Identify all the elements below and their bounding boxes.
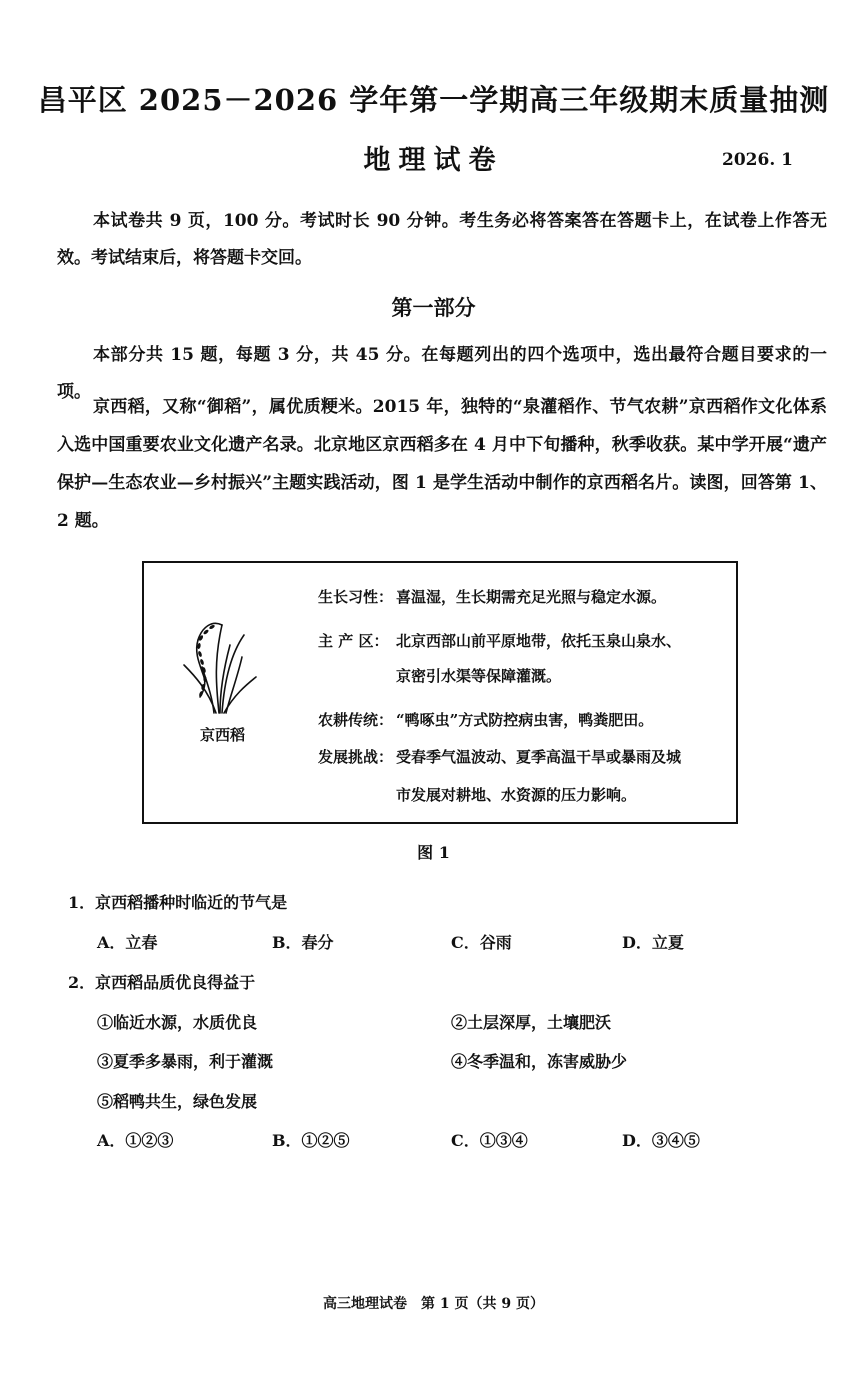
q1-option-d[interactable]: D．立夏 — [622, 933, 684, 952]
plant-label: 京西稻 — [200, 726, 246, 744]
card-row-challenge — [318, 747, 738, 807]
question-1-stem: 1．京西稻播种时临近的节气是 — [68, 893, 288, 912]
passage-line-4: 回答第 1、2 题。 — [57, 473, 827, 531]
card-row-key: 生长习性： — [318, 588, 394, 606]
instructions — [57, 203, 827, 277]
card-row-key: 农耕传统： — [318, 711, 394, 729]
instructions-line-1: 本试卷共 9 页，100 分。考试时长 90 分钟。考生务必将答案答在答题卡上，在试卷上作答无效。 — [57, 211, 827, 268]
q2-statement-5: ⑤稻鸭共生，绿色发展 — [97, 1092, 258, 1111]
passage — [57, 388, 827, 540]
card-row-value-cont: 京密引水渠等保障灌溉。 — [396, 667, 562, 685]
card-row-value: 受春季气温波动、夏季高温干旱或暴雨及城 — [396, 748, 682, 766]
q2-option-d[interactable]: D．③④⑤ — [622, 1131, 700, 1150]
passage-line-3: 展“遗产保护—生态农业—乡村振兴”主题实践活动，图 1 是学生活动中制作的京西稻名片。读图， — [57, 435, 827, 493]
exam-title: 昌平区 2025－2026 学年第一学期高三年级期末质量抽测 — [37, 83, 830, 117]
instructions-line-2: 考试结束后，将答题卡交回。 — [91, 248, 312, 268]
part-title: 第一部分 — [391, 295, 476, 320]
page-footer: 高三地理试卷 第 1 页（共 9 页） — [323, 1296, 544, 1312]
passage-line-2: 体系入选中国重要农业文化遗产名录。北京地区京西稻多在 4 月中下旬播种，秋季收获。某中学开 — [57, 397, 827, 455]
card-row-key: 发展挑战： — [318, 748, 394, 766]
q2-statement-2: ②土层深厚，土壤肥沃 — [451, 1013, 612, 1032]
q1-option-c[interactable]: C．谷雨 — [451, 933, 512, 952]
card-row-tradition — [318, 710, 738, 730]
card-row-key: 主 产 区： — [318, 632, 389, 650]
part-intro: 本部分共 15 题，每题 3 分，共 45 分。在每题列出的四个选项中，选出最符合题目要求的一项。 — [57, 345, 827, 402]
card-row-region — [318, 631, 738, 691]
q2-statement-1: ①临近水源，水质优良 — [97, 1013, 258, 1032]
figure-caption: 图 1 — [417, 843, 450, 862]
exam-subtitle: 地理试卷 — [363, 145, 504, 176]
card-row-value: 北京西部山前平原地带，依托玉泉山泉水、 — [396, 632, 682, 650]
passage-line-1: 京西稻，又称“御稻”，属优质粳米。2015 年，独特的“泉灌稻作、节气农耕”京西稻作文化 — [93, 397, 793, 417]
card-row-value: “鸭啄虫”方式防控病虫害，鸭粪肥田。 — [396, 711, 654, 729]
q1-option-a[interactable]: A．立春 — [97, 933, 158, 952]
card-row-value-cont: 市发展对耕地、水资源的压力影响。 — [396, 786, 637, 804]
card-row-growth — [318, 587, 738, 607]
exam-date: 2026. 1 — [722, 150, 793, 170]
card-row-value: 喜温湿，生长期需充足光照与稳定水源。 — [396, 588, 667, 606]
q2-option-a[interactable]: A．①②③ — [97, 1131, 174, 1150]
question-2-stem: 2．京西稻品质优良得益于 — [68, 973, 256, 992]
rice-info-card — [142, 561, 738, 824]
q2-statement-4: ④冬季温和，冻害威胁少 — [451, 1052, 628, 1071]
q1-option-b[interactable]: B．春分 — [272, 933, 334, 952]
rice-plant-illustration — [164, 605, 264, 715]
q2-statement-3: ③夏季多暴雨，利于灌溉 — [97, 1052, 274, 1071]
q2-option-b[interactable]: B．①②⑤ — [272, 1131, 350, 1150]
q2-option-c[interactable]: C．①③④ — [451, 1131, 528, 1150]
